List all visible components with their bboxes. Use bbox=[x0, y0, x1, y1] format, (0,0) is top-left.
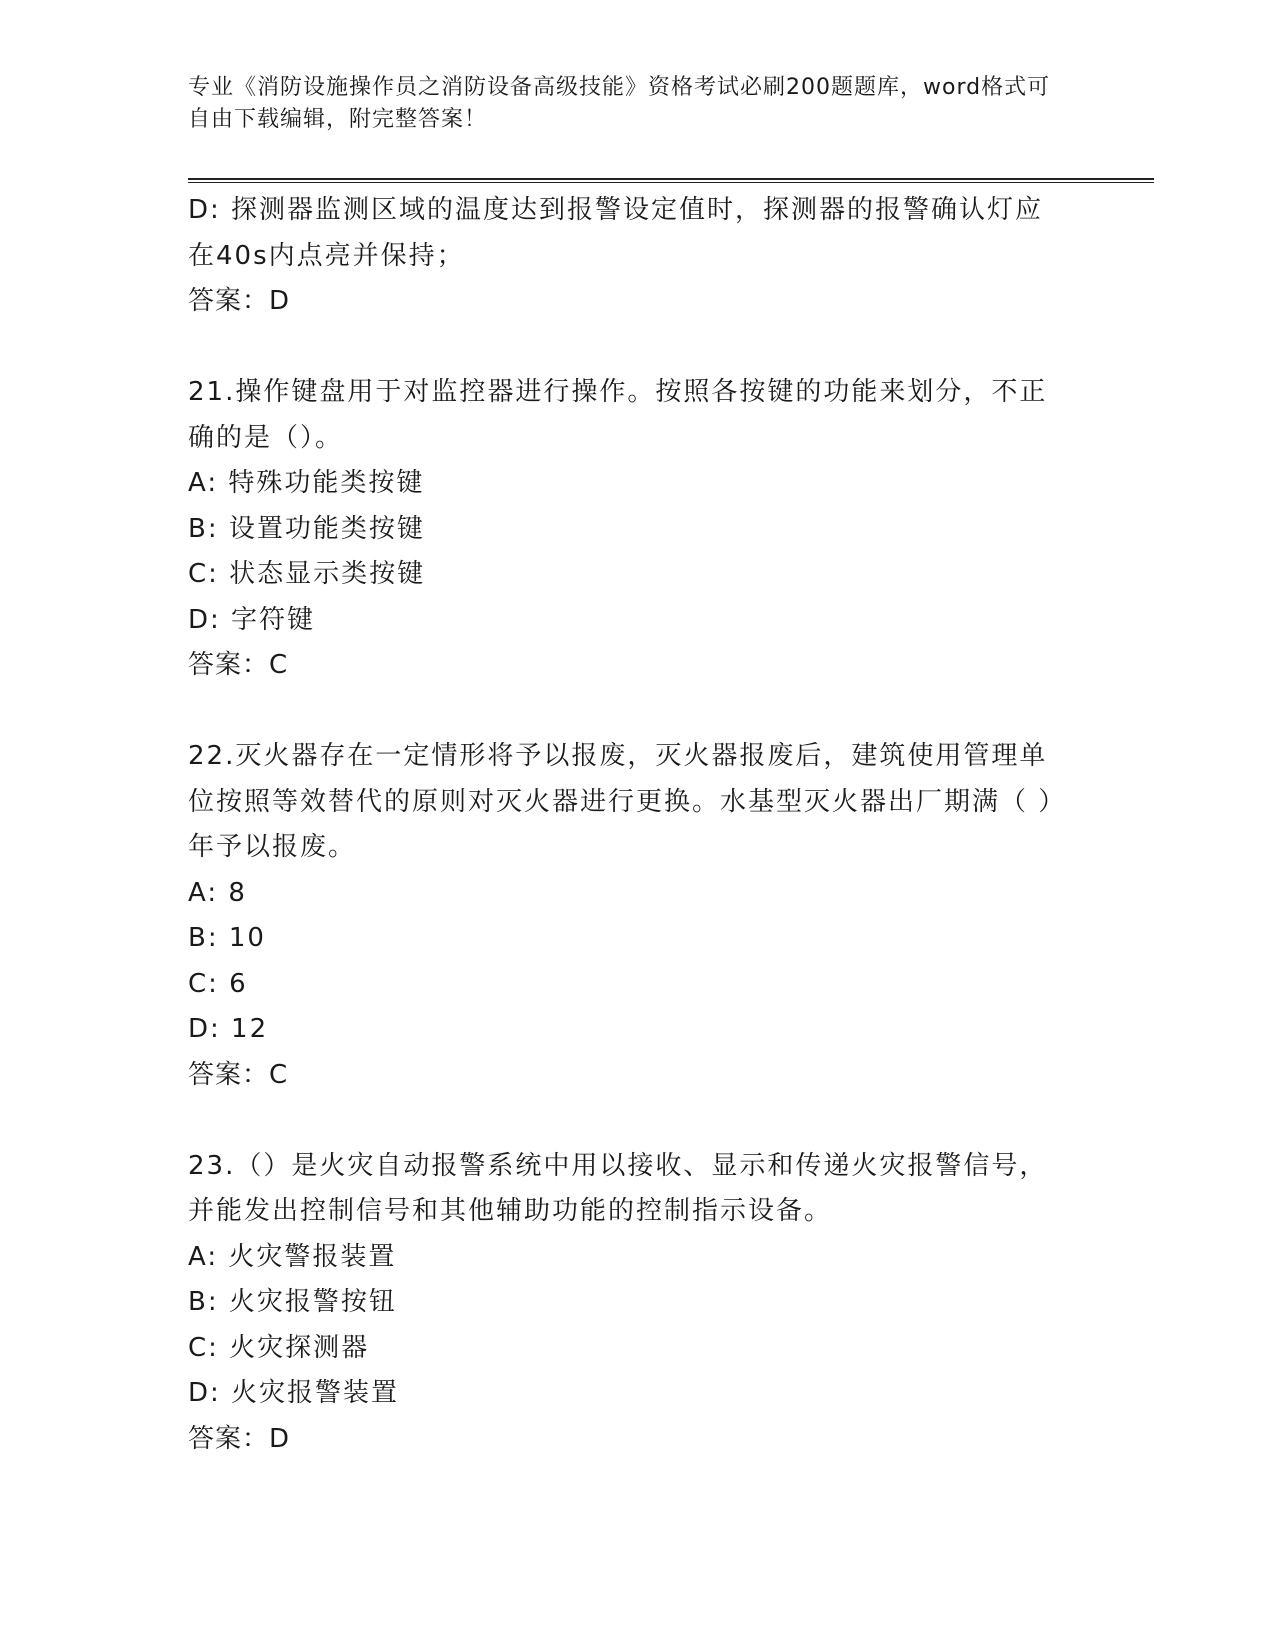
option-b: B: 火灾报警按钮 bbox=[188, 1287, 397, 1317]
answer: 答案：C bbox=[188, 650, 289, 680]
answer: 答案：D bbox=[188, 1423, 291, 1454]
option-c: C: 6 bbox=[188, 968, 248, 999]
carryover-answer: 答案：D bbox=[188, 286, 291, 316]
question-stem: 22.灭火器存在一定情形将予以报废，灭火器报废后，建筑使用管理单位按照等效替代的原则对灭火器进行更换。水基型灭火器出厂期满（ ）年予以报废。 bbox=[188, 741, 1067, 862]
answer: 答案：C bbox=[188, 1059, 289, 1090]
spacer bbox=[188, 1098, 1068, 1144]
header-divider bbox=[188, 178, 1154, 183]
option-d: D: 火灾报警装置 bbox=[188, 1378, 400, 1408]
question-23 bbox=[188, 1144, 1068, 1463]
option-a: A: 火灾警报装置 bbox=[188, 1241, 397, 1272]
question-22 bbox=[188, 734, 1068, 1098]
option-d: D: 12 bbox=[188, 1014, 269, 1044]
option-b: B: 10 bbox=[188, 923, 266, 953]
option-a: A: 8 bbox=[188, 877, 247, 908]
spacer bbox=[188, 325, 1068, 371]
option-c: C: 状态显示类按键 bbox=[188, 559, 426, 589]
option-c: C: 火灾探测器 bbox=[188, 1332, 370, 1363]
option-d: D: 字符键 bbox=[188, 604, 316, 635]
carryover-option-d: D: 探测器监测区域的温度达到报警设定值时，探测器的报警确认灯应在40s内点亮并保持； bbox=[188, 195, 1044, 271]
option-b: B: 设置功能类按键 bbox=[188, 513, 425, 544]
option-a: A: 特殊功能类按键 bbox=[188, 468, 425, 498]
document-header: 专业《消防设施操作员之消防设备高级技能》资格考试必刷200题题库，word格式可自由下载编辑，附完整答案！ bbox=[188, 75, 1051, 132]
question-21 bbox=[188, 370, 1068, 689]
question-stem: 21.操作键盘用于对监控器进行操作。按照各按键的功能来划分，不正确的是（）。 bbox=[188, 377, 1048, 453]
document-body bbox=[188, 188, 1068, 1462]
spacer bbox=[188, 689, 1068, 735]
question-stem: 23.（）是火灾自动报警系统中用以接收、显示和传递火灾报警信号，并能发出控制信号和其他辅助功能的控制指示设备。 bbox=[188, 1150, 1048, 1226]
